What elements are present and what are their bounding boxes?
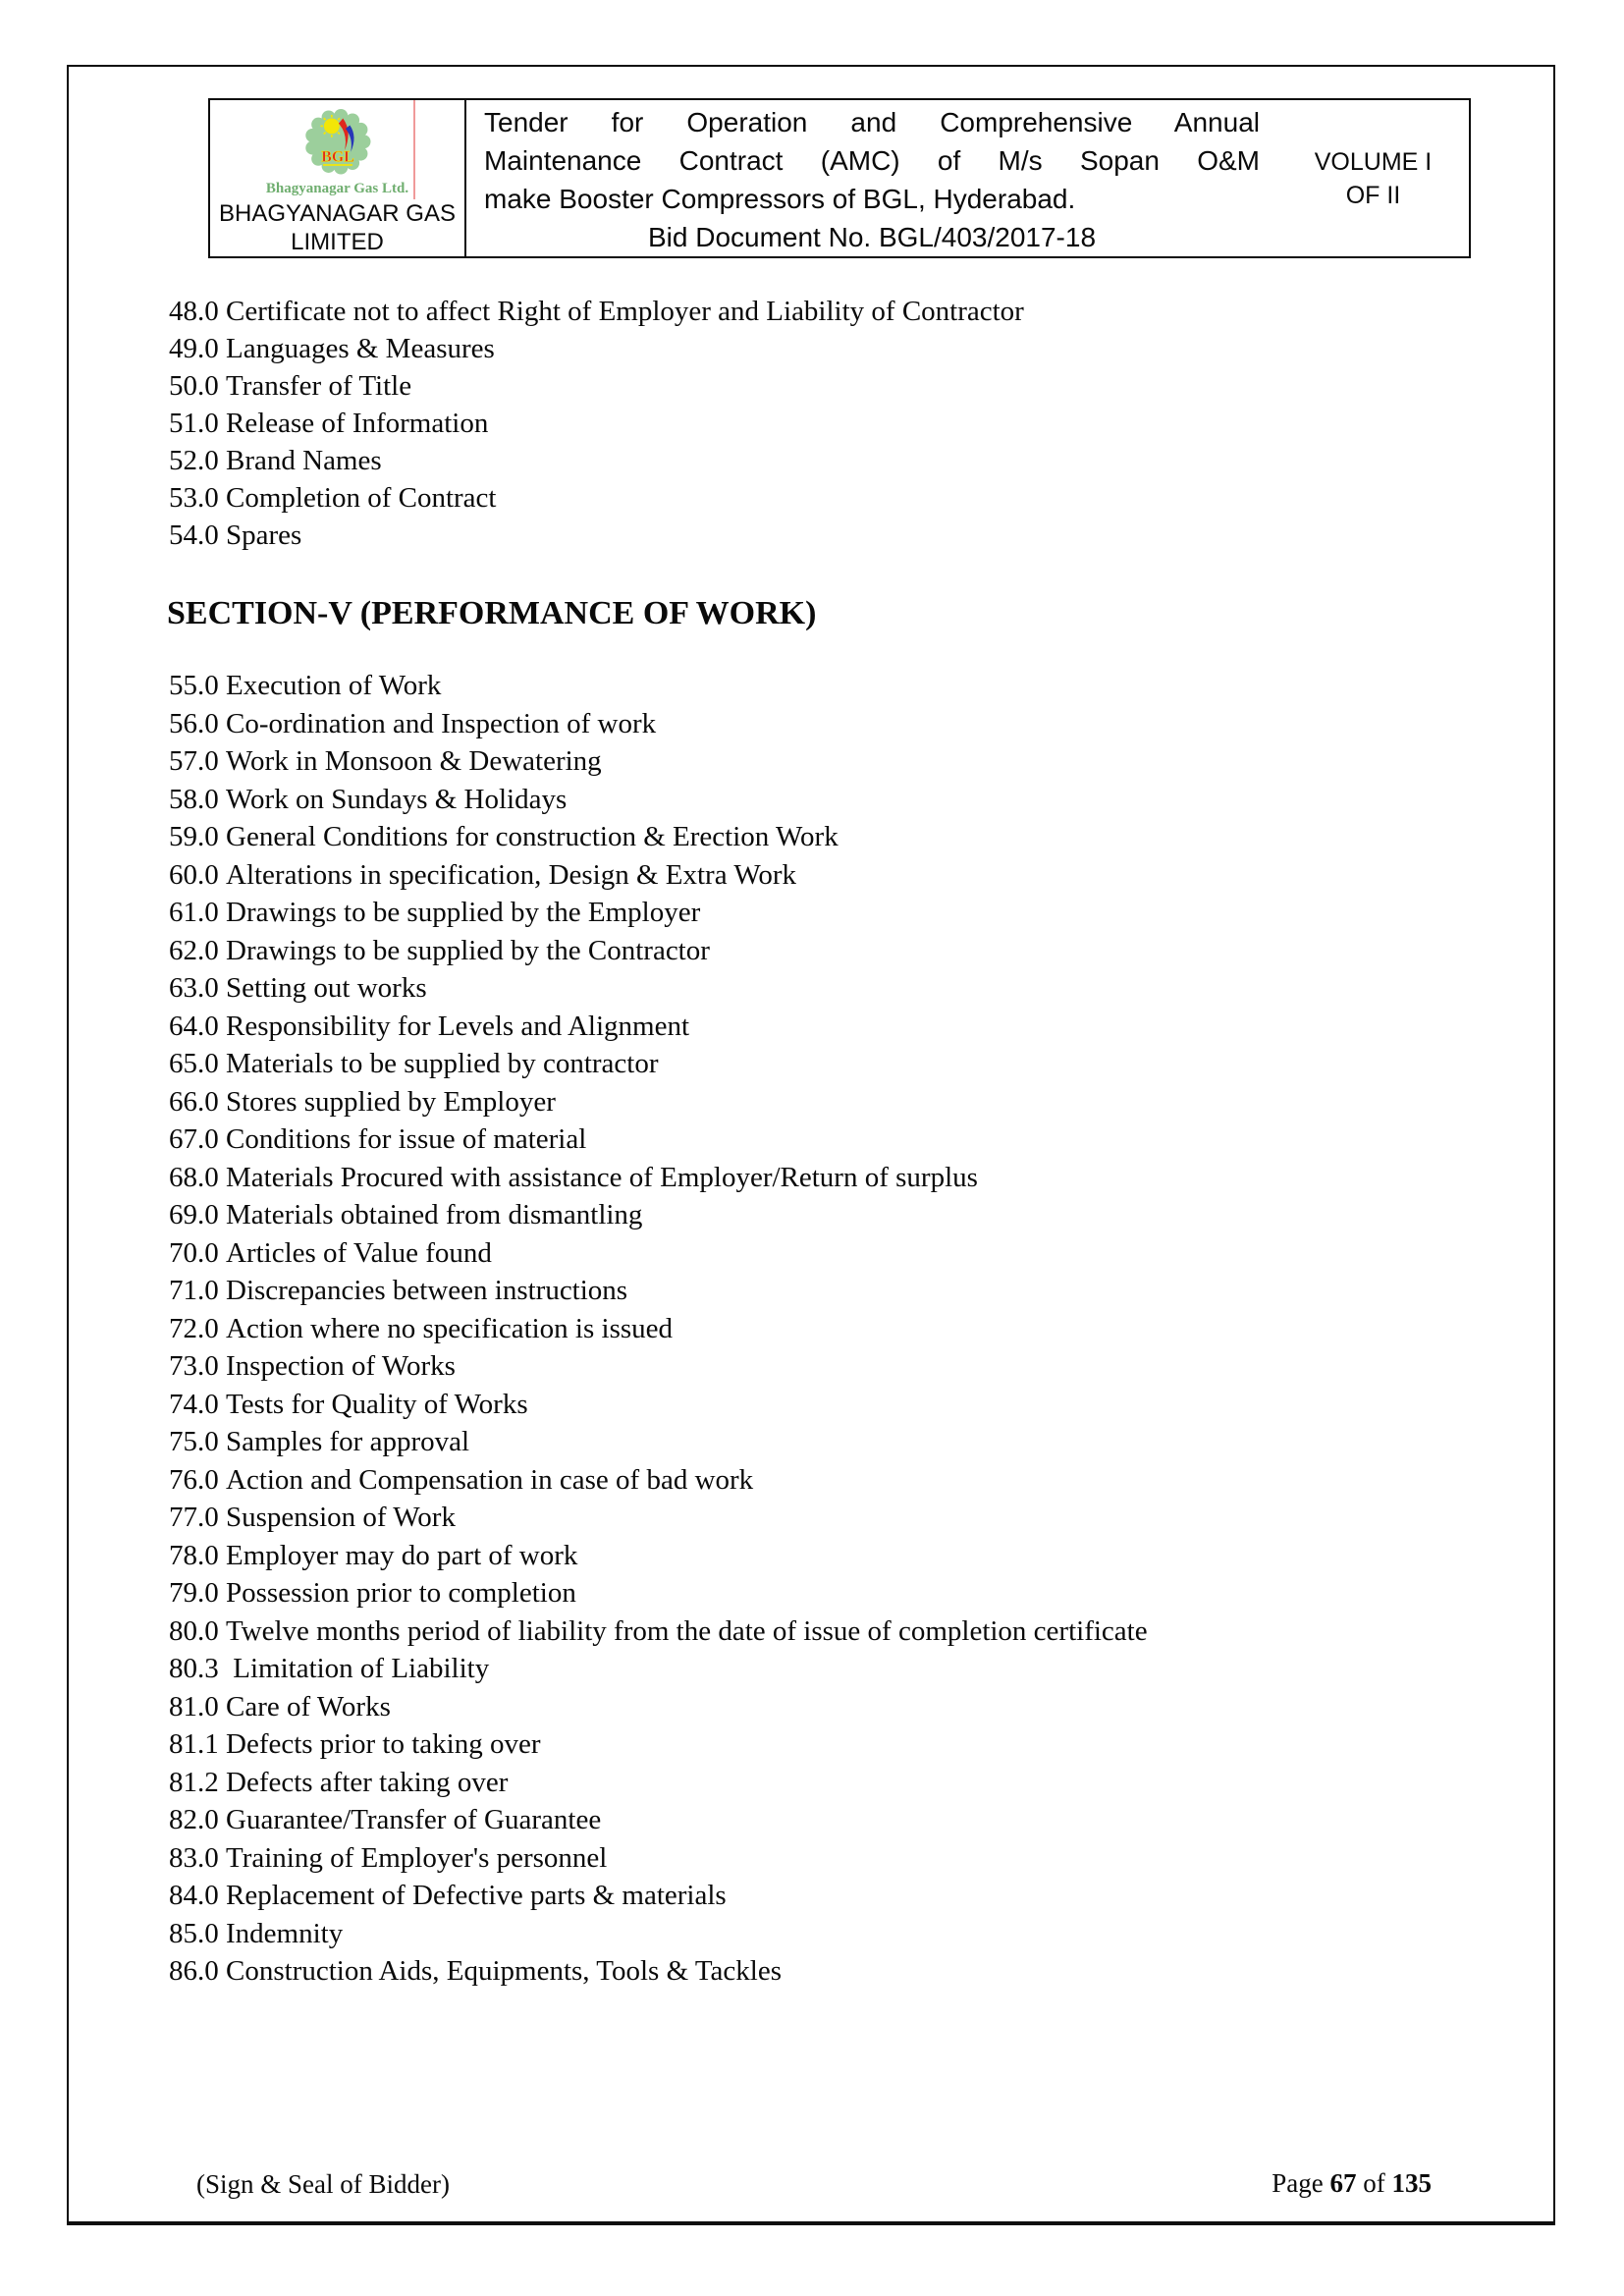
toc-item-title: Responsibility for Levels and Alignment — [226, 1010, 690, 1042]
toc-item-number: 73.0 — [169, 1350, 219, 1382]
page-number-label: Page — [1272, 2168, 1324, 2198]
toc-item-number: 62.0 — [169, 934, 219, 966]
toc-item — [169, 1461, 1148, 1500]
toc-item-number: 66.0 — [169, 1085, 219, 1118]
toc-item-number: 81.2 — [169, 1766, 219, 1798]
toc-item-number: 75.0 — [169, 1426, 219, 1457]
page-number — [1272, 2166, 1432, 2200]
toc-item-number: 85.0 — [169, 1917, 219, 1949]
toc-item — [169, 517, 1024, 554]
title-line-1: Tender for Operation and Comprehensive Annual — [484, 107, 1260, 137]
toc-item-title: Release of Information — [226, 408, 489, 439]
toc-item-number: 74.0 — [169, 1388, 219, 1420]
toc-item — [169, 1952, 1148, 1991]
toc-item — [169, 1272, 1148, 1310]
toc-item-number: 81.1 — [169, 1728, 219, 1760]
toc-item — [169, 932, 1148, 970]
bgl-logo — [299, 107, 376, 180]
toc-item-number: 55.0 — [169, 670, 219, 701]
toc-item-title: Spares — [226, 519, 302, 551]
toc-item — [169, 818, 1148, 856]
toc-item-title: Twelve months period of liability from the date of issue of completion certificate — [226, 1614, 1148, 1647]
toc-item — [169, 1574, 1148, 1613]
toc-item-title: Action where no specification is issued — [226, 1312, 674, 1344]
toc-item — [169, 1764, 1148, 1802]
toc-item-number: 63.0 — [169, 972, 219, 1004]
toc-item-title: Work in Monsoon & Dewatering — [226, 745, 602, 777]
toc-item-title: Conditions for issue of material — [226, 1123, 587, 1155]
toc-item-number: 65.0 — [169, 1048, 219, 1079]
toc-item — [169, 1423, 1148, 1461]
toc-item-number: 64.0 — [169, 1010, 219, 1042]
toc-item — [169, 1008, 1148, 1046]
header-table — [208, 98, 1471, 258]
toc-item-number: 81.0 — [169, 1690, 219, 1722]
toc-item — [169, 1801, 1148, 1839]
toc-item-title: Defects after taking over — [226, 1766, 509, 1798]
toc-item-title: Co-ordination and Inspection of work — [226, 707, 657, 739]
volume-line2: OF II — [1345, 181, 1401, 209]
toc-list-section5 — [169, 667, 1148, 1991]
toc-item — [169, 1613, 1148, 1651]
toc-item-number: 57.0 — [169, 745, 219, 777]
toc-item — [169, 1045, 1148, 1083]
company-name-line2: LIMITED — [291, 229, 384, 255]
sign-seal-label: (Sign & Seal of Bidder) — [196, 2169, 450, 2199]
toc-item-title: General Conditions for construction & Erection Work — [226, 821, 839, 852]
company-name-line1: BHAGYANAGAR GAS — [219, 200, 456, 227]
title-line-2: Maintenance Contract (AMC) of M/s Sopan O&M — [484, 145, 1260, 176]
toc-item — [169, 667, 1148, 705]
title-line-4: Bid Document No. BGL/403/2017-18 — [647, 222, 1097, 252]
toc-item-title: Languages & Measures — [226, 333, 495, 364]
toc-item-title: Inspection of Works — [226, 1350, 456, 1382]
toc-item — [169, 405, 1024, 442]
page-number-total: 135 — [1391, 2168, 1432, 2198]
toc-item-title: Transfer of Title — [226, 370, 412, 402]
toc-item — [169, 293, 1024, 330]
toc-item — [169, 969, 1148, 1008]
toc-item-title: Articles of Value found — [226, 1236, 492, 1269]
logo-caption: Bhagyanagar Gas Ltd. — [265, 181, 409, 196]
toc-item — [169, 330, 1024, 367]
toc-item-number: 71.0 — [169, 1275, 219, 1306]
toc-item-title: Guarantee/Transfer of Guarantee — [226, 1804, 602, 1835]
toc-item-number: 84.0 — [169, 1880, 219, 1911]
toc-item-title: Tests for Quality of Works — [226, 1388, 528, 1420]
company-name — [219, 199, 456, 256]
toc-item — [169, 1159, 1148, 1197]
toc-item — [169, 781, 1148, 819]
toc-item-title: Action and Compensation in case of bad work — [226, 1463, 754, 1496]
toc-item-title: Setting out works — [226, 972, 427, 1004]
toc-item-number: 68.0 — [169, 1161, 219, 1193]
toc-item-title: Completion of Contract — [226, 482, 497, 514]
toc-item-title: Materials to be supplied by contractor — [226, 1048, 659, 1079]
toc-item-title: Materials obtained from dismantling — [226, 1199, 643, 1230]
toc-item-title: Brand Names — [226, 445, 382, 476]
toc-item — [169, 856, 1148, 895]
toc-item-number: 83.0 — [169, 1841, 219, 1874]
toc-item — [169, 479, 1024, 517]
title-line-3: make Booster Compressors of BGL, Hyderabad. — [484, 184, 1076, 214]
toc-item-title: Training of Employer's personnel — [226, 1841, 608, 1874]
logo-monogram-text: BGL — [320, 148, 354, 166]
toc-item-title: Care of Works — [226, 1690, 391, 1722]
toc-item-number: 56.0 — [169, 707, 219, 739]
toc-item-number: 49.0 — [169, 333, 219, 364]
toc-item — [169, 1310, 1148, 1348]
toc-item-number: 52.0 — [169, 445, 219, 476]
toc-item — [169, 1196, 1148, 1234]
toc-item — [169, 1877, 1148, 1915]
toc-item — [169, 1650, 1148, 1688]
toc-item — [169, 1347, 1148, 1386]
toc-item-title: Stores supplied by Employer — [226, 1085, 556, 1118]
section-heading: SECTION-V (PERFORMANCE OF WORK) — [167, 595, 817, 631]
toc-item-number: 61.0 — [169, 897, 219, 928]
toc-item-title: Construction Aids, Equipments, Tools & Tackles — [226, 1955, 782, 1987]
page-number-current: 67 — [1329, 2168, 1357, 2198]
toc-item-number: 67.0 — [169, 1123, 219, 1155]
toc-item — [169, 367, 1024, 405]
document-title — [466, 100, 1277, 256]
toc-item-title: Materials Procured with assistance of Employer/Return of surplus — [226, 1161, 978, 1193]
toc-item-number: 54.0 — [169, 519, 219, 551]
toc-item-number: 86.0 — [169, 1955, 219, 1987]
toc-item-title: Alterations in specification, Design & Extra Work — [226, 858, 797, 891]
toc-item-number: 77.0 — [169, 1502, 219, 1533]
toc-item — [169, 1915, 1148, 1953]
toc-item-title: Discrepancies between instructions — [226, 1275, 628, 1306]
toc-item-title: Defects prior to taking over — [226, 1728, 541, 1760]
toc-item-number: 69.0 — [169, 1199, 219, 1230]
toc-item-title: Samples for approval — [226, 1426, 470, 1457]
toc-item — [169, 1234, 1148, 1273]
toc-item-number: 79.0 — [169, 1577, 219, 1609]
toc-item-number: 51.0 — [169, 408, 219, 439]
logo-cell — [210, 100, 466, 256]
toc-item — [169, 1725, 1148, 1764]
toc-item-number: 53.0 — [169, 482, 219, 514]
toc-item-title: Drawings to be supplied by the Employer — [226, 897, 701, 928]
toc-item-number: 80.0 — [169, 1614, 219, 1647]
toc-item-number: 70.0 — [169, 1236, 219, 1269]
toc-item — [169, 1121, 1148, 1159]
toc-item-number: 58.0 — [169, 783, 219, 815]
toc-item-title: Replacement of Defective parts & materials — [226, 1880, 727, 1911]
toc-item-number: 78.0 — [169, 1539, 219, 1571]
toc-item — [169, 742, 1148, 781]
toc-item-number: 76.0 — [169, 1463, 219, 1496]
toc-item-title: Employer may do part of work — [226, 1539, 578, 1571]
toc-item-title: Possession prior to completion — [226, 1577, 576, 1609]
volume-line1: VOLUME I — [1314, 147, 1433, 176]
toc-item — [169, 1537, 1148, 1575]
toc-item — [169, 1499, 1148, 1537]
volume-label — [1277, 100, 1469, 256]
toc-item — [169, 442, 1024, 479]
toc-item — [169, 1839, 1148, 1878]
toc-item-number: 59.0 — [169, 821, 219, 852]
toc-item-title: Work on Sundays & Holidays — [226, 783, 568, 815]
toc-item-title: Suspension of Work — [226, 1502, 456, 1533]
toc-list-top — [169, 293, 1024, 554]
toc-item-number: 72.0 — [169, 1312, 219, 1344]
toc-item-number: 60.0 — [169, 858, 219, 891]
toc-item — [169, 705, 1148, 743]
toc-item-title: Execution of Work — [226, 670, 442, 701]
toc-item-title: Limitation of Liability — [226, 1653, 490, 1684]
toc-item-number: 80.3 — [169, 1653, 219, 1684]
toc-item-title: Indemnity — [226, 1917, 344, 1949]
red-divider-line — [413, 100, 415, 199]
toc-item-number: 82.0 — [169, 1804, 219, 1835]
toc-item-number: 50.0 — [169, 370, 219, 402]
page-number-of: of — [1363, 2168, 1385, 2198]
toc-item-number: 48.0 — [169, 296, 219, 327]
toc-item — [169, 1083, 1148, 1121]
toc-item-title: Drawings to be supplied by the Contractor — [226, 934, 710, 966]
toc-item — [169, 1688, 1148, 1726]
toc-item — [169, 1386, 1148, 1424]
toc-item-title: Certificate not to affect Right of Employer and Liability of Contractor — [226, 296, 1024, 327]
toc-item — [169, 894, 1148, 932]
